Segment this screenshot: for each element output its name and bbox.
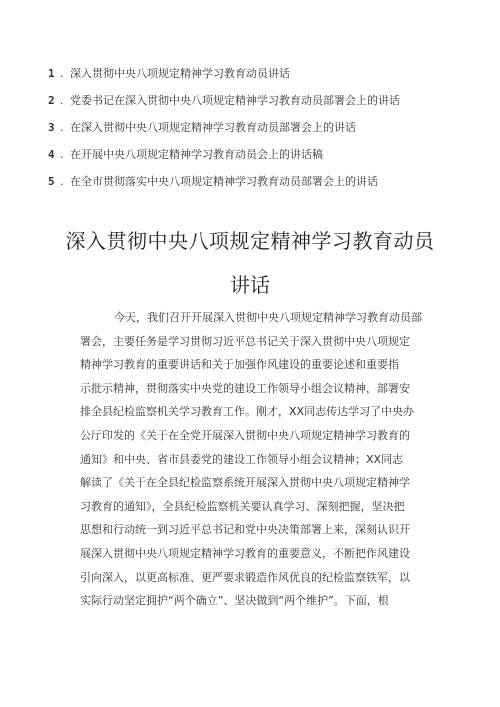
toc-text: 在深入贯彻中央八项规定精神学习教育动员部署会上的讲话: [70, 121, 356, 134]
toc-item[interactable]: [48, 174, 468, 201]
toc-text: 党委书记在深入贯彻中央八项规定精神学习教育动员部署会上的讲话: [70, 94, 400, 107]
toc-text: 在开展中央八项规定精神学习教育动员会上的讲话稿: [70, 148, 323, 161]
toc-number: 3: [48, 121, 55, 134]
toc-number: 5: [48, 175, 55, 188]
toc-item[interactable]: [48, 93, 468, 120]
document-body: [80, 306, 434, 613]
toc-number: 4: [48, 148, 55, 161]
body-line: 展深入贯彻中央八项规定精神学习教育的重要意义，不断把作风建设: [80, 546, 410, 560]
toc-text: 深入贯彻中央八项规定精神学习教育动员讲话: [70, 67, 290, 80]
body-line: 通知》和中央、省市县委党的建设工作领导小组会议精神；XX同志: [80, 452, 404, 466]
document-title-line-2: 讲话: [230, 273, 270, 297]
toc-item[interactable]: [48, 120, 468, 147]
body-line: 公厅印发的《关于在全党开展深入贯彻中央八项规定精神学习教育的: [80, 428, 410, 442]
document-title-line-1: 深入贯彻中央八项规定精神学习教育动员: [65, 229, 435, 253]
body-line: 示批示精神，贯彻落实中央党的建设工作领导小组会议精神，部署安: [80, 381, 410, 395]
toc-item[interactable]: [48, 66, 468, 93]
body-line: 习教育的通知》，全县纪检监察机关要认真学习、深刻把握，坚决把: [80, 499, 405, 513]
body-line: 精神学习教育的重要讲话和关于加强作风建设的重要论述和重要指: [80, 358, 399, 372]
body-line: 署会，主要任务是学习贯彻习近平总书记关于深入贯彻中央八项规定: [80, 334, 410, 348]
body-line: 思想和行动统一到习近平总书记和党中央决策部署上来，深刻认识开: [80, 523, 410, 537]
table-of-contents: [48, 66, 468, 201]
toc-separator: .: [60, 67, 64, 80]
toc-number: 2: [48, 94, 55, 107]
toc-separator: .: [60, 94, 64, 107]
toc-separator: .: [60, 175, 64, 188]
body-line: 今天，我们召开开展深入贯彻中央八项规定精神学习教育动员部: [114, 311, 422, 324]
body-line: 解读了《关于在全县纪检监察系统开展深入贯彻中央八项规定精神学: [80, 476, 410, 490]
body-line: 排全县纪检监察机关学习教育工作。刚才，XX同志传达学习了中央办: [80, 405, 415, 419]
toc-item[interactable]: [48, 147, 468, 174]
toc-text: 在全市贯彻落实中央八项规定精神学习教育动员部署会上的讲话: [70, 175, 378, 188]
toc-separator: .: [60, 121, 64, 134]
toc-number: 1: [48, 67, 55, 80]
body-line: 实际行动坚定拥护“两个确立”、坚决做到“两个维护”。下面，根: [80, 594, 389, 608]
body-line: 引向深入，以更高标准、更严要求锻造作风优良的纪检监察铁军，以: [80, 570, 410, 584]
toc-separator: .: [60, 148, 64, 161]
